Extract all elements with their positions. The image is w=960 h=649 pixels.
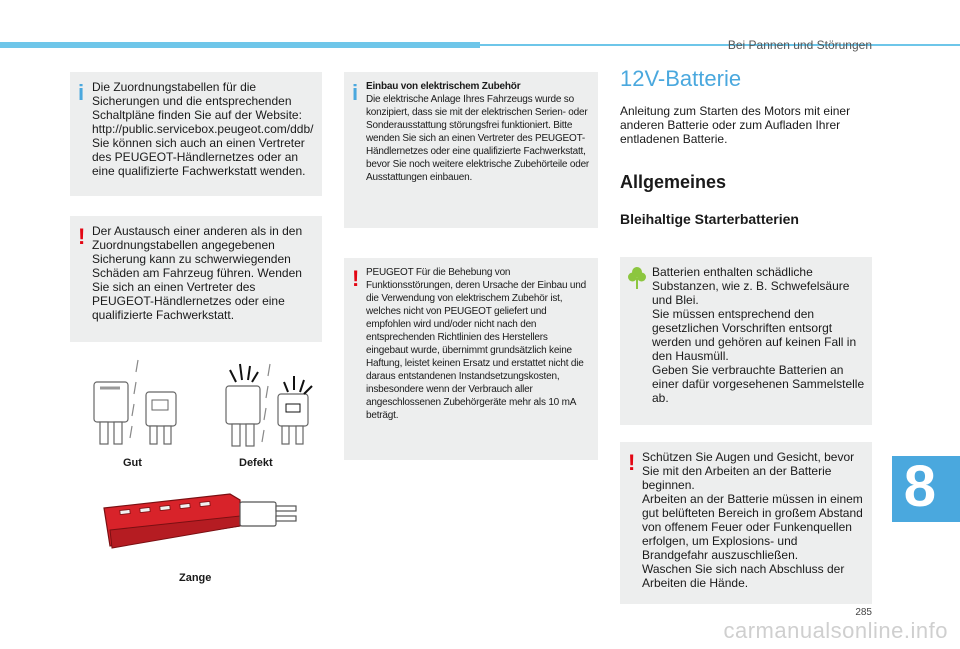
- info-text: Die Zuordnungstabellen für die Sicherungen und die entsprechenden Schaltpläne finden Sie auf der Website: http://public.servicebox.peugeot.com/ddb/ Sie können sich auch an einen Vertreter des PEUGEOT-Händlernetzes oder an eine qualifizierte Fachwerkstatt wenden.: [92, 80, 314, 178]
- fuse-good-illustration: [86, 358, 186, 450]
- info-body: Die elektrische Anlage Ihres Fahrzeugs wurde so konzipiert, dass sie mit der elektrischen Serien- oder Sonderausstattung störungsfrei funktioniert. Bitte wenden Sie sich an einen Vertreter des PEUGEOT-Händlernetzes oder eine qualifizierte Fachwerkstatt, bevor Sie noch weitere elektrische Zubehörteile oder Ausstattungen einbauen.: [366, 94, 590, 183]
- warning-text: PEUGEOT Für die Behebung von Funktionsstörungen, deren Ursache der Einbau und die Verwendung von elektrischem Zubehör ist, welches nicht von PEUGEOT geliefert und empfohlen wird und/oder nicht nach den entsprechenden Richtlinien des Herstellers eingebaut wurde, übernimmt grundsätzlich keine Haftung, leistet keinen Ersatz und erstattet nicht die daraus entstandenen Instandsetzungskosten, insbesondere wenn der Verbrauch aller angeschlossenen Zubehörgeräte mehr als 10 mA beträgt.: [366, 267, 586, 421]
- info-icon: i: [78, 80, 85, 105]
- info-icon: i: [352, 80, 359, 105]
- eco-box-battery-disposal: [620, 257, 872, 425]
- caption-defective: Defekt: [239, 457, 273, 469]
- header-bar: [0, 42, 480, 48]
- warning-box-fuse-replace: [70, 216, 322, 342]
- subheading-lead-batteries: Bleihaltige Starterbatterien: [620, 211, 799, 227]
- heading-general: Allgemeines: [620, 172, 727, 192]
- page-number: 285: [855, 607, 872, 618]
- eco-leaf-icon: [628, 266, 646, 290]
- warning-text: Schützen Sie Augen und Gesicht, bevor Sie mit den Arbeiten an der Batterie beginnen. Arbeiten an der Batterie müssen in einem gut belüfteten Bereich in großem Abstand von offenem Feuer oder Funkenquellen erfolgen, um Explosions- und Brandgefahr auszuschließen. Waschen Sie sich nach Abschluss der Arbeiten die Hände.: [642, 450, 863, 590]
- caption-good: Gut: [123, 457, 142, 469]
- warning-icon: !: [628, 450, 636, 475]
- page-title: 12V-Batterie: [620, 66, 742, 91]
- info-box-fuse-tables: [70, 72, 322, 196]
- info-text: [366, 80, 592, 184]
- section-title: Bei Pannen und Störungen: [727, 38, 872, 52]
- watermark: carmanualsonline.info: [723, 618, 948, 643]
- info-box-accessories: [344, 72, 598, 228]
- warning-box-liability: [344, 258, 598, 460]
- warning-icon: !: [352, 266, 360, 291]
- info-title: Einbau von elektrischem Zubehör: [366, 81, 521, 92]
- intro-text: Anleitung zum Starten des Motors mit einer anderen Batterie oder zum Aufladen Ihrer entladenen Batterie.: [620, 104, 851, 146]
- header-line: [480, 44, 960, 46]
- fuse-pliers-illustration: [100, 486, 300, 566]
- warning-box-battery-safety: [620, 442, 872, 604]
- fuse-defective-illustration: [218, 358, 318, 450]
- warning-text: Der Austausch einer anderen als in den Zuordnungstabellen angegebenen Sicherung kann zu schwerwiegenden Schäden am Fahrzeug führen. Wenden Sie sich an einen Vertreter des PEUGEOT-Händlernetzes oder eine qualifizierte Fachwerkstatt.: [92, 224, 303, 322]
- eco-text: Batterien enthalten schädliche Substanzen, wie z. B. Schwefelsäure und Blei. Sie müssen entsprechend den gesetzlichen Vorschriften entsorgt werden und gehören auf keinen Fall in den Hausmüll. Geben Sie verbrauchte Batterien an einer dafür vorgesehenen Sammelstelle ab.: [652, 265, 865, 405]
- warning-icon: !: [78, 224, 86, 249]
- chapter-number: 8: [903, 454, 936, 519]
- caption-pliers: Zange: [179, 572, 212, 584]
